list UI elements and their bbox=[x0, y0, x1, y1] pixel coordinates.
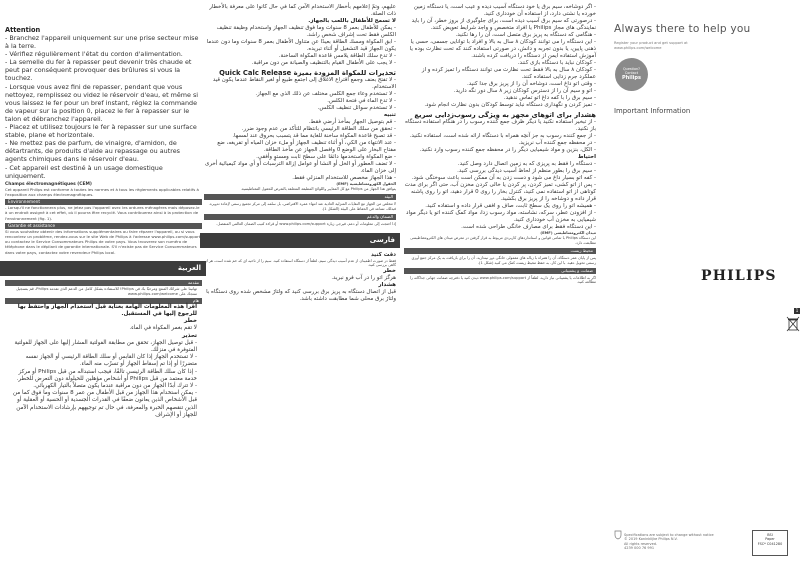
list-item: - لا تستخدم الجهاز إذا كان القابس أو سلك الطاقة الرئيسي أو الجهاز نفسه متضررًا أو إذا تم إسقاط الجهاز أو تسرّب منه الماء. bbox=[25, 354, 197, 368]
list-item: - ابق المكواة ومسك الطاقة بعيدًا عن متناول الأطفال بعمر 8 سنوات وما دون عندما يكون الجهاز قيد التشغيل أو أثناء تبريده. bbox=[206, 39, 396, 52]
badge-contact: Contact bbox=[624, 71, 639, 75]
list-item: - قد تصبح قاعدة المكواة ساخنة للغاية مما قد يتسبب بحروق عند لمسها. bbox=[232, 133, 396, 139]
stamp-line: FSC* C041280 bbox=[757, 541, 783, 546]
list-item: - لا تترك أبدًا الجهاز من دون مراقبة عندما يكون متصلاً بالتيار الكهربائي. bbox=[33, 382, 197, 389]
badge-question: Question? bbox=[623, 67, 640, 71]
list-item: - لا تضف العطور أو الخل أو النشا أو عوامل إزالة الترسبات أو أي مواد كيميائية أخرى إلى خزان الماء. bbox=[205, 161, 396, 174]
list-item: - این دستگاه فقط برای مصارف خانگی طراحی شده است. bbox=[461, 224, 596, 230]
list-item: - وقتی اتو داغ است، دوشاخه آن را از پریز برق جدا کنید. bbox=[467, 81, 596, 87]
persian-section-header: فارسی bbox=[200, 233, 400, 248]
philips-logo: PHILIPS bbox=[701, 268, 777, 284]
tagline: Always there to help you bbox=[614, 23, 751, 35]
footer-line: All rights reserved. bbox=[624, 541, 658, 546]
list-item: - يمكن استخدام هذا الجهاز من قبل الأطفال من عمر 8 سنوات وما فوق كما من قبل الأشخاص الذين يعانون ضعفًا في القدرات الجسدية أو الحسية أو العقلية أو الذين تنقصهم الخبرة والمعرفة، في حال تم توجيههم بإرشادات الاستخدام الآمن للجهاز أو الإشراف bbox=[13, 390, 197, 418]
important-information-title: Important Information bbox=[614, 107, 691, 115]
list-item: لا تسمح للأطفال باللعب بالجهاز. bbox=[308, 18, 396, 24]
list-item: - Cet appareil est destiné à un usage domestique uniquement. bbox=[5, 163, 163, 180]
warranty-text: إذا احتجت إلى معلومات أو دعم، فيرجى زيارة www.philips.com/support أو قراءة كتيب الضمان العالمي المنفصل. bbox=[216, 221, 396, 226]
question-contact-badge bbox=[615, 58, 648, 91]
emf-heading: میدان الکترومغناطیسی (EMF) bbox=[540, 231, 596, 235]
warning-heading: تحذير bbox=[182, 332, 197, 339]
register-text bbox=[614, 41, 688, 51]
emf-text: این دستگاه Philips با تمامی قوانین و استانداردهای کاربردی مربوط به قرار گرفتن در معرض میدان های الکترومغناطیسی مطابقت دارد. bbox=[410, 235, 596, 245]
list-item: - Branchez l'appareil uniquement sur une prise secteur mise à la terre. bbox=[5, 34, 199, 51]
environment-bar: محیط زیست bbox=[404, 248, 596, 254]
danger-heading: خطر bbox=[184, 318, 197, 325]
footer-line: Specifications are subject to change without notice bbox=[624, 533, 714, 537]
list-item: عليهم، وتمّ إعلامهم بأخطار الاستخدام الآمن كما في حال كانوا على معرفة بالأخطار ذات الصلة. bbox=[209, 4, 396, 17]
list-item: - در محفظه جمع کننده آب نریزید. bbox=[518, 140, 596, 146]
persian-caution-heading: دقت کنید bbox=[370, 251, 396, 258]
emf-text: Cet appareil Philips est conforme à toutes les normes et à tous les règlements applicables relatifs à l'exposition aux champs électromagnétiques. bbox=[5, 186, 199, 197]
list-item: - ضع المكواة واستخدمها دائمًا على سطح ثابت ومستوٍ وأفقي. bbox=[256, 154, 396, 160]
environment-text: پس از پایان عمر دستگاه، آن را همراه با زباله های معمولی خانگی دور نیندازید. آن را برای بازیافت به یک مرکز جمع آوری رسمی تحویل دهید. با این کار، به حفظ محیط زیست کمک می کنید (شکل 1). bbox=[411, 255, 596, 265]
list-item: - La semelle du fer à repasser peut devenir très chaude et peut par conséquent provoquer des brûlures si vous la touchez. bbox=[5, 58, 192, 83]
list-item: - تمیز کردن و نگهداری دستگاه نباید توسط کودکان بدون نظارت انجام شود. bbox=[424, 102, 596, 108]
caution-heading: تنبيه bbox=[383, 112, 396, 118]
arabic-section-header: العربية bbox=[0, 261, 206, 276]
caution-heading: احتیاط bbox=[577, 154, 596, 160]
attention-list bbox=[5, 34, 202, 180]
persian-danger-text: هرگز اتو را در آب فرو نبرید. bbox=[331, 275, 396, 282]
list-item: - کودکان نباید با دستگاه بازی کنند. bbox=[517, 60, 596, 66]
list-item: - دستگاه را فقط به پریزی که به زمین اتصال دارد وصل کنید. bbox=[457, 161, 596, 167]
warranty-text: Si vous souhaitez obtenir des informations supplémentaires ou faire réparer l'appareil, ou si vous rencontrez un problème, rendez-vous sur le site Web de Philips à l'adresse www.philips.com/support ou contactez le Service Consommateurs Philips de votre pays. Vous trouverez son numéro de téléphone dans le dépliant de garantie internationale. S'il n'existe pas de Service Consommateurs dans votre pays, contactez votre revendeur Philips local. bbox=[5, 228, 201, 255]
list-item: - لا تدع الماء في فتحة الكلس. bbox=[327, 98, 396, 104]
list-item: - لا تفتح بعنف وجمع اقتراع الاغلاق إلى اجتمع طبيع أو لغير النقاط عندما يكون قيد الاستخدام. bbox=[212, 77, 396, 90]
register-url: www.philips.com/welcome bbox=[614, 46, 662, 50]
list-item: - Vérifiez régulièrement l'état du cordon d'alimentation. bbox=[5, 50, 183, 59]
quick-calc-heading: تحذيرات للمكواة المزودة بميزة Quick Calc Release bbox=[219, 69, 396, 77]
list-item: - پس از اتو کشی، تمیز کردن، پر کردن یا خالی کردن مخزن آب، حتی اگر برای مدت کوتاهی از اتو استفاده نمی کنید، کنترل بخار را روی 0 قرار دهید، اتو را روی پاشنه قرار داده و دوشاخه را از پریز برق بکشید. bbox=[404, 182, 596, 202]
list-item: - هذا الجهاز مخصص للاستخدام المنزلي فقط. bbox=[292, 175, 396, 181]
list-item: - Ne mettez pas de parfum, de vinaigre, d'amidon, de détartrants, de produits d'aide au repassage ou autres agents chimiques dans le réservoir d'eau. bbox=[5, 139, 180, 164]
recycle-bin-icon bbox=[786, 316, 800, 332]
environment-bar: البيئة bbox=[204, 194, 396, 200]
shield-icon bbox=[614, 530, 622, 540]
list-item: - لا تستخدم وعاء جمع الكلس مختلف عن ذلك الذي مع الجهاز. bbox=[255, 91, 396, 97]
column-arabic-persian bbox=[200, 0, 400, 578]
stamp-line: Paper bbox=[765, 537, 775, 542]
environment-bar: Environnement bbox=[5, 199, 202, 205]
list-item: - Lorsque vous avez fini de repasser, pendant que vous nettoyez, remplissez ou videz le réservoir d'eau, et même si vous laissez le fer pour un bref instant, réglez la commande de vapeur sur la position 0, placez le fer à repasser sur le talon et débranchez l'appareil. bbox=[5, 82, 199, 123]
intro-text: تهانينا على شرائك المنتج ومرحبًا بك في Philips! للاستفادة بشكل كامل من الدعم الذي تقدمه Philips، قم بتسجيل منتجك على www.philips.com/welcome bbox=[16, 285, 197, 296]
intro-bar: مقدمة bbox=[5, 280, 202, 286]
list-item: - از افزودن عطر، سرکه، نشاسته، مواد رسوب زدا، مواد کمک کننده اتو یا دیگر مواد شیمیایی به مخزن آب خودداری کنید. bbox=[406, 210, 596, 223]
list-item: - از تبخیر استفاده نکنید یا دیگر ظرف جمع کننده رسوب را در هنگام استفاده دستگاه باز نکنید. bbox=[405, 119, 596, 132]
list-item: - سیم برق را بطور منظم از لحاظ آسیب دیدگی بررسی کنید. bbox=[457, 168, 596, 174]
important-text: اقرأ هذه المعلومات الهامة بعناية قبل استخدام الجهاز واحتفظ بها للرجوع إليها في المستقبل. bbox=[17, 303, 197, 317]
emf-heading: Champs électromagnétiques (CEM) bbox=[5, 181, 92, 187]
list-item: - هنگامی که دستگاه به پریز برق متصل است، آن را رها نکنید. bbox=[455, 32, 596, 38]
certification-stamp bbox=[752, 530, 788, 556]
persian-warning-text: قبل از اتصال دستگاه به پریز برق بررسی کنید که ولتاژ مشخص شده روی دستگاه با ولتاژ برق محلی شما مطابقت داشته باشد. bbox=[206, 289, 396, 303]
environment-text: - Lorsqu'il ne fonctionnera plus, ne jetez pas l'appareil avec les ordures ménagères mais déposez-le à un endroit assigné à cet effet, où il pourra être recyclé. Vous contribuerez ainsi à la protection de l'environnement (fig. 1). bbox=[5, 205, 200, 221]
danger-text: لا تقم بغمر المكواة في الماء. bbox=[129, 325, 197, 332]
list-item: - از جمع کننده رسوب به جز آنچه همراه با دستگاه ارائه شده است، استفاده نکنید. bbox=[409, 133, 596, 139]
important-bar: هام bbox=[5, 298, 202, 304]
cover-panel bbox=[602, 0, 802, 578]
stamp-line: BSI bbox=[767, 533, 773, 537]
list-item: - سیم برق را با کفه داغ اتو تماس ندهید. bbox=[503, 95, 596, 101]
list-item: - إذا كان سلك الطاقة الرئيسي تالفًا، فيجب استبداله من قبل Philips أو مركز خدمة معتمد من قبل Philips أو أشخاص مؤهلين للحيلولة دون التعرض للخطر. bbox=[16, 368, 197, 382]
list-item: - همیشه اتو را روی یک سطح ثابت، صاف و افقی قرار داده و استفاده کنید. bbox=[425, 203, 596, 209]
badge-brand: Philips bbox=[622, 75, 641, 81]
warranty-bar: الضمان والدعم bbox=[204, 214, 396, 220]
footer-line: © 2019 Koninklijke Philips N.V. bbox=[624, 537, 678, 542]
footer-line: 4239 000 76 991 bbox=[624, 546, 655, 551]
quick-calc-heading: هشدار برای اتوهای مجهز به ویژگی رسوب‌زدایی سریع bbox=[414, 111, 596, 119]
emf-text: يتوافق هذا الجهاز من Philips مع كل المعايير واللوائح المطبقة المتعلقة بالتعرض للحقول المغناطيسية. bbox=[240, 186, 396, 191]
persian-warning-heading: هشدار bbox=[378, 282, 396, 289]
list-item: - قبل توصيل الجهاز، تحقق من مطابقة الفولتية المشار إليها على الجهاز للفولتية المتوفرة في منزلك. bbox=[14, 339, 197, 353]
list-item: - کفه اتو بسیار داغ می شود و دست زدن به آن ممکن است باعث سوختگی شود. bbox=[411, 175, 596, 181]
list-item: - لا يجب على الأطفال القيام بالتنظيف والصيانة من دون مراقبة. bbox=[251, 60, 396, 66]
figure-number-icon: 1 bbox=[795, 308, 799, 313]
list-item: - Placez et utilisez toujours le fer à repasser sur une surface stable, plane et horizontale. bbox=[5, 123, 197, 140]
column-persian bbox=[400, 0, 600, 578]
warranty-bar: Garantie et assistance bbox=[5, 223, 202, 229]
list-item: - لا تدع سلك الطاقة يلامس قاعدة المكواة الساخنة. bbox=[278, 53, 396, 59]
list-item: - لا تستخدم سوائل تنظيف الكلس. bbox=[317, 105, 396, 111]
warranty-bar: ضمانت و پشتیبانی bbox=[404, 268, 596, 274]
persian-caution-text: فقط در صورت اطمینان از عدم آسیب دیدگی سیم، لطفاً از دستگاه استفاده کنید. سیم را از ناحیه ای که خم شده است، هر از گاهی بررسی کنید. bbox=[204, 258, 396, 268]
list-item: - تحقق من سلك الطاقة الرئيسي بانتظام للتأكد من عدم وجود ضرر. bbox=[241, 126, 396, 132]
footer-text bbox=[624, 533, 714, 551]
list-item: - اگر دوشاخه، سیم برق یا خود دستگاه آسیب دیده و عیب است، یا دستگاه زمین خورده یا نشتی دارد، از استفاده آن خودداری کنید. bbox=[413, 4, 596, 17]
list-item: - کودکان ۸ سال به بالا فقط تحت نظارت می توانند دستگاه را تمیز کرده و از عملکرد جرم زدایی استفاده کنند. bbox=[421, 67, 596, 80]
list-item: - الکل، بنزین و مواد شیمیایی دیگر را در محفظه جمع کننده رسوب وارد نکنید. bbox=[419, 147, 596, 153]
warranty-text: اگر به اطلاعات یا پشتیبانی نیاز دارید، لطفاً از www.philips.com/support دیدن کنید یا دفترچه ضمانت جهانی جداگانه را مطالعه کنید. bbox=[409, 275, 596, 285]
register-line: Register your product and get support at bbox=[614, 41, 688, 45]
environment-text: لا تتخلص من الجهاز مع النفايات المنزلية العادية عند انتهاء عمره الافتراضي، بل سلمه إلى مركز تجميع رسمي لإعادة تدويره. فبذلك، تساعد في الحفاظ على البيئة (الشكل 1). bbox=[208, 201, 396, 211]
list-item: - قم بتوصيل الجهاز بمأخذ أرضي فقط. bbox=[308, 119, 396, 125]
list-item: - این دستگاه را می توانند کودکان ۸ سال به بالا و افراد با توانایی جسمی، حسی یا ذهنی پایین، یا بدون تجربه و دانش، در صورتی استفاده کنند که تحت نظارت بوده یا آموزش استفاده ایمن از دستگاه را دریافت کرده باشند. bbox=[409, 39, 596, 59]
list-item: - يمكن للأطفال بعمر 8 سنوات وما فوق تنظيف الجهاز واستخدام وظيفة تنظيف الكلس فقط تحت إشراف شخص راشد. bbox=[216, 25, 396, 38]
list-item: - درصورتی که سیم برق آسیب دیده است، برای جلوگیری از بروز خطر، آن را باید نمایندگی های مجاز Philips یا افراد متخصص و واجد شرایط تعویض کنند. bbox=[411, 18, 596, 31]
list-item: - عند الانتهاء من الكي، أو أثناء تنظيف الجهاز أو ملء خزان المياه أو تفريغه، ضع مفتاح البخار على الوضع 0 وافصل الجهاز عن مأخذ الطاقة. bbox=[217, 140, 396, 153]
emf-heading: الحقول الكهرومغناطيسية (EMF) bbox=[336, 182, 396, 186]
attention-heading: Attention bbox=[5, 26, 41, 34]
list-item: - اتو و سیم آن را از دسترس کودکان زیر ۸ سال دور نگه دارید. bbox=[453, 88, 596, 94]
column-french-arabic bbox=[0, 0, 206, 578]
persian-danger-heading: خطر bbox=[383, 268, 396, 275]
